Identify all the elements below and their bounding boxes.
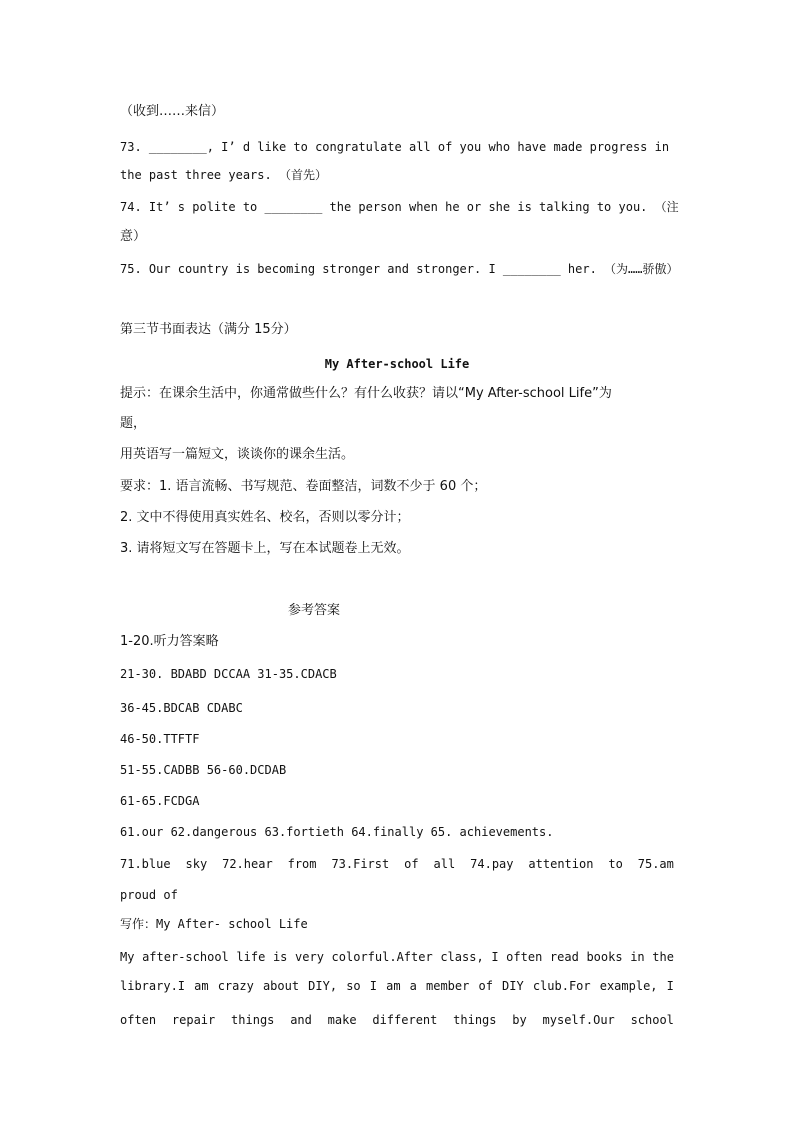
answer-46-50: 46-50.TTFTF — [120, 732, 200, 746]
answer-71-75-continued: proud of — [120, 888, 178, 902]
word: 71.blue — [120, 857, 171, 871]
word: different — [372, 1013, 438, 1027]
word: am — [386, 979, 401, 993]
word: after-school — [142, 950, 229, 964]
question-74-line-1: 74. It’ s polite to ________ the person when he or she is talking to you. （注 — [120, 200, 679, 214]
answer-21-35: 21-30. BDABD DCCAA 31-35.CDACB — [120, 667, 337, 681]
answer-key-heading: 参考答案 — [288, 603, 341, 618]
essay-line-3 — [120, 1012, 674, 1028]
word: colorful.After — [331, 950, 433, 964]
word: example, — [599, 979, 658, 993]
word: myself.Our — [542, 1013, 615, 1027]
word: I — [491, 950, 499, 964]
word: class, — [440, 950, 484, 964]
word: is — [272, 950, 288, 964]
writing-prompt-line-2: 题， — [120, 416, 147, 431]
writing-prompt-line-3: 用英语写一篇短文，谈谈你的课余生活。 — [120, 447, 355, 462]
word: to — [608, 857, 623, 871]
word: DIY — [502, 979, 524, 993]
word: sky — [185, 857, 208, 871]
essay-title: My After-school Life — [324, 357, 470, 371]
word: crazy — [217, 979, 254, 993]
word: I — [666, 979, 674, 993]
word: school — [630, 1013, 674, 1027]
word: in — [630, 950, 645, 964]
requirement-1: 要求：1. 语言流畅、书写规范、卷面整洁，词数不少于 60 个； — [120, 479, 487, 494]
word: of — [478, 979, 493, 993]
word: 72.hear — [222, 857, 273, 871]
essay-line-2 — [120, 978, 674, 994]
word: life — [236, 950, 266, 964]
hint-line-72: （收到……来信） — [120, 104, 225, 119]
writing-section-title: 第三节书面表达（满分 15分） — [120, 322, 297, 337]
word: and — [290, 1013, 312, 1027]
answer-61-65-words: 61.our 62.dangerous 63.fortieth 64.finally 65. achievements. — [120, 825, 554, 839]
word: am — [194, 979, 209, 993]
word: I — [369, 979, 377, 993]
answer-36-45: 36-45.BDCAB CDABC — [120, 701, 243, 715]
question-73-line-1: 73. ________, I’ d like to congratulate all of you who have made progress in — [120, 140, 670, 154]
word: of — [404, 857, 419, 871]
word: the — [652, 950, 674, 964]
writing-answer-label: 写作：My After- school Life — [120, 917, 308, 931]
word: often — [506, 950, 543, 964]
word: library.I — [120, 979, 186, 993]
word: repair — [171, 1013, 216, 1027]
word: from — [287, 857, 317, 871]
word: My — [120, 950, 135, 964]
word: a — [409, 979, 417, 993]
word: often — [120, 1013, 157, 1027]
requirement-2: 2. 文中不得使用真实姓名、校名，否则以零分计； — [120, 510, 410, 525]
word: member — [426, 979, 470, 993]
word: attention — [528, 857, 594, 871]
word: read — [549, 950, 579, 964]
answer-1-20: 1-20.听力答案略 — [120, 634, 219, 649]
question-74-line-2: 意） — [120, 229, 147, 244]
word: so — [346, 979, 361, 993]
word: 73.First — [331, 857, 390, 871]
word: club.For — [532, 979, 591, 993]
word: 75.am — [637, 857, 674, 871]
answer-71-75-words — [120, 856, 674, 872]
word: all — [433, 857, 456, 871]
word: make — [327, 1013, 357, 1027]
word: about — [262, 979, 300, 993]
word: very — [295, 950, 324, 964]
word: books — [586, 950, 623, 964]
answer-51-60: 51-55.CADBB 56-60.DCDAB — [120, 763, 287, 777]
writing-prompt-line-1: 提示：在课余生活中，你通常做些什么？有什么收获？请以“My After-school Life”为 — [120, 386, 612, 401]
question-75: 75. Our country is becoming stronger and stronger. I ________ her. （为……骄傲） — [120, 262, 679, 276]
answer-61-65: 61-65.FCDGA — [120, 794, 200, 808]
word: by — [512, 1013, 527, 1027]
question-73-line-2: the past three years. （首先） — [120, 168, 327, 182]
word: things — [231, 1013, 275, 1027]
word: 74.pay — [470, 857, 514, 871]
essay-line-1 — [120, 949, 674, 965]
requirement-3: 3. 请将短文写在答题卡上，写在本试题卷上无效。 — [120, 541, 410, 556]
word: DIY, — [308, 979, 338, 993]
word: things — [453, 1013, 497, 1027]
